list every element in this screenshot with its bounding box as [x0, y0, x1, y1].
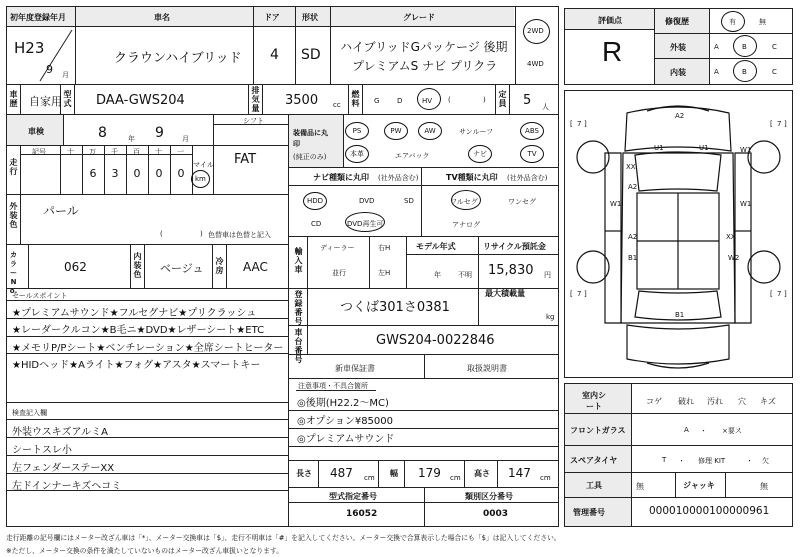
seat-burn: コゲ [646, 397, 662, 406]
mileage-h-5: 十 [155, 148, 162, 156]
equip-ps: PS [345, 122, 369, 140]
model-year-label: モデル年式 [416, 242, 456, 251]
bracket-seven: 7 [777, 120, 782, 128]
int-b: B [742, 68, 747, 76]
reg-month-unit: 月 [62, 71, 69, 79]
seat-scratch: キズ [760, 397, 776, 406]
recycle-label: リサイクル預託金 [483, 242, 546, 251]
spare-kit: 修理 KIT [698, 457, 726, 465]
reg-month: 9 [46, 63, 53, 76]
bracket-seven: 7 [577, 120, 582, 128]
mileage-label: 走行 [9, 158, 18, 176]
mileage-digit: 0 [177, 167, 185, 180]
diagram-label: XX [726, 233, 736, 241]
nav-dvd: DVD [359, 197, 375, 205]
class-number: 0003 [483, 509, 509, 519]
mileage-h-sign: 記号 [32, 148, 46, 156]
color-value: パール [43, 204, 79, 218]
diagram-label: B1 [628, 254, 638, 262]
notes-title: 注意事項・不具合箇所 [298, 382, 368, 390]
model-label: 型式 [63, 90, 72, 108]
mileage-h-6: 一 [177, 148, 184, 156]
spare-dot: ・ [678, 457, 685, 465]
height-unit: cm [540, 474, 551, 482]
color-label: 外装色 [9, 202, 18, 229]
door-label: ドア [264, 13, 280, 22]
import-parallel: 並行 [332, 269, 346, 277]
diagram-label: U1 [654, 144, 664, 152]
handle-left: 左H [378, 269, 391, 277]
nav-dvd-play: DVD再生可 [347, 220, 384, 228]
mileage-digit: 0 [155, 167, 163, 180]
mileage-digit: 6 [89, 167, 97, 180]
diagram-label: XX [626, 163, 636, 171]
grade-value: R [602, 36, 623, 67]
bracket-seven: 7 [577, 290, 582, 298]
usage-type: 自家用 [29, 95, 62, 108]
car-name-label: 車名 [154, 13, 170, 22]
note-line: ◎後期(H22.2〜MC) [297, 398, 389, 409]
model-year-unknown: 不明 [458, 271, 472, 279]
seat-hole: 穴 [738, 397, 746, 406]
equipment-label: 装備品に丸印 [293, 129, 328, 148]
inspect-line: 左ドインナーキズヘコミ [12, 481, 122, 492]
capacity-unit: 人 [542, 103, 549, 111]
max-load-unit: kg [546, 313, 555, 321]
fuel-d: D [397, 97, 403, 105]
width-unit: cm [450, 474, 461, 482]
mgmt-label: 管理番号 [573, 508, 605, 517]
equip-navi: ナビ [468, 145, 492, 163]
bracket-close: ] [784, 120, 787, 128]
chassis-label: 車台番号 [294, 328, 303, 364]
model-code: DAA-GWS204 [96, 93, 185, 108]
height-value: 147 [508, 466, 531, 480]
color-paren-open: ( [160, 230, 163, 238]
reg-date-label: 初年度登録年月 [10, 13, 66, 22]
seat-label: 室内シート [582, 391, 606, 411]
exterior-label: 外装 [670, 43, 686, 52]
import-dealer: ディーラー [320, 244, 355, 252]
spare-dot: ・ [746, 457, 753, 465]
length-label: 長さ [296, 469, 312, 478]
length-value: 487 [330, 466, 353, 480]
mile-unit: マイル [193, 161, 214, 169]
tv-fullseg: フルセグ [450, 198, 478, 206]
inspection-month: 9 [155, 125, 164, 141]
nav-cd: CD [311, 220, 322, 228]
jack-label: ジャッキ [683, 481, 715, 490]
max-load-label: 最大積載量 [485, 289, 525, 298]
nav-sub: (社外品含む) [378, 174, 419, 182]
fuel-hv: HV [422, 97, 433, 105]
sales-line: ★メモリP/Pシート★ベンチレーション★全席シートヒーター [12, 343, 284, 354]
mileage-h-4: 百 [133, 148, 140, 156]
width-label: 幅 [390, 469, 398, 478]
ext-c: C [772, 43, 777, 51]
fuel-paren-close: ) [483, 96, 486, 104]
mileage-h-2: 万 [89, 148, 96, 156]
drive-4wd: 4WD [527, 60, 544, 68]
mgmt-number: 000010000100000961 [649, 505, 770, 517]
mileage-digit: 0 [133, 167, 141, 180]
footer-note-2: ※ただし、メーター交換の条件を満たしていないものはメーター改ざん車扱いとなります。 [6, 547, 284, 555]
sales-line: ★プレミアムサウンド★フルセグナビ★プリクラッシュ [12, 308, 257, 319]
equip-aw: AW [418, 122, 442, 140]
car-name: クラウンハイブリッド [114, 51, 242, 66]
displacement: 3500 [285, 93, 319, 108]
sales-line: ★レーダークルコン★B毛ニ★DVD★レザーシート★ETC [12, 325, 265, 336]
tv-label: TV種類に丸印 [446, 173, 498, 182]
nav-label: ナビ種類に丸印 [313, 173, 369, 182]
capacity: 5 [523, 93, 532, 108]
ac-label: 冷房 [215, 257, 224, 275]
tv-oneseg: ワンセグ [508, 198, 536, 206]
shift-value: FAT [234, 152, 257, 167]
usage-type-label: 車歴 [9, 90, 18, 108]
diagram-label: W1 [610, 200, 622, 208]
spare-missing: 欠 [762, 457, 769, 465]
color-paren-close: ) [200, 230, 203, 238]
bracket-seven: 7 [777, 290, 782, 298]
front-glass-x: ×要ス [722, 427, 742, 435]
footer-note-1: 走行距離の記号欄にはメーター改ざん車は「*」、メーター交換車は「$」、走行不明車は「#」を記入してください。メーター交換で合算表示した場合にも「$」は記入してください。 [6, 534, 561, 542]
shape-label: 形状 [302, 13, 318, 22]
inspect-line: 左フェンダーステーXX [12, 463, 115, 474]
diagram-label: W2 [728, 254, 740, 262]
inspect-line: シートスレ小 [12, 445, 72, 456]
int-a: A [714, 68, 719, 76]
color-no-label: カラーNo. [9, 251, 18, 295]
model-year-unit: 年 [434, 271, 441, 279]
class-number-label: 類別区分番号 [465, 492, 513, 501]
tv-analog: アナログ [452, 221, 480, 229]
reg-number-label: 登録番号 [294, 290, 303, 326]
repair-yes: 有 [729, 18, 736, 26]
seat-dirt: 汚れ [707, 397, 723, 406]
bracket-close: ] [784, 290, 787, 298]
int-c: C [772, 68, 777, 76]
diagram-label: W1 [740, 146, 752, 154]
car-damage-diagram [565, 91, 792, 377]
diagram-label: W1 [740, 200, 752, 208]
int-color-label: 内装色 [133, 252, 142, 279]
diagram-label: A2 [675, 112, 685, 120]
ac-value: AAC [243, 260, 268, 274]
bracket-close: ] [584, 120, 587, 128]
equipment-sub: (純正のみ) [293, 153, 327, 161]
diagram-label: A2 [628, 233, 638, 241]
km-unit: km [195, 175, 206, 183]
tools-label: 工具 [586, 481, 602, 490]
length-unit: cm [364, 474, 375, 482]
sales-title: セールスポイント [12, 292, 68, 300]
inspect-title: 検査記入欄 [12, 409, 47, 417]
repair-label: 修復歴 [665, 17, 689, 26]
reg-number: つくば301さ0381 [340, 300, 450, 315]
sales-line: ★HIDヘッド★Aライト★フォグ★アスタ★スマートキー [12, 360, 261, 371]
drive-2wd: 2WD [527, 27, 544, 35]
mileage-h-1: 十 [67, 148, 74, 156]
equip-leather: 本革 [345, 145, 369, 163]
interior-label: 内装 [670, 68, 686, 77]
bracket-open: [ [570, 290, 573, 298]
fuel-label: 燃料 [351, 90, 360, 108]
equip-pw: PW [384, 122, 408, 140]
diagram-label: U1 [699, 144, 709, 152]
jack-value: 無 [760, 482, 768, 491]
grade-label: グレード [403, 13, 435, 22]
tv-sub: (社外品含む) [507, 174, 548, 182]
diagram-label: B1 [675, 311, 685, 319]
equip-tv: TV [520, 145, 544, 163]
type-number-label: 型式指定番号 [329, 492, 377, 501]
grade-line-1: ハイブリッドGパッケージ 後期 [340, 40, 508, 54]
type-number: 16052 [346, 509, 378, 519]
cc-unit: cc [333, 101, 341, 109]
note-line: ◎プレミアムサウンド [297, 434, 395, 445]
fuel-g: G [374, 97, 380, 105]
diagram-label: A2 [628, 183, 638, 191]
color-note: 色替車は色替と記入 [208, 231, 271, 239]
recycle-unit: 円 [544, 271, 551, 279]
bracket-open: [ [570, 120, 573, 128]
spare-t: T [662, 456, 667, 464]
recycle-value: 15,830 [488, 263, 534, 278]
door-count: 4 [270, 47, 279, 63]
manual-label: 取扱説明書 [467, 364, 507, 373]
int-color-value: ベージュ [160, 262, 204, 275]
width-value: 179 [418, 466, 441, 480]
grade-title: 評価点 [598, 16, 622, 25]
warranty-label: 新車保証書 [335, 364, 375, 373]
equip-sunroof: サンルーフ [459, 128, 494, 136]
ext-a: A [714, 43, 719, 51]
front-glass-label: フロントガラス [570, 426, 626, 435]
seat-tear: 破れ [678, 397, 694, 406]
inspection-year-unit: 年 [128, 135, 135, 143]
spare-label: スペアタイヤ [570, 456, 618, 465]
bracket-open: [ [770, 120, 773, 128]
bracket-open: [ [770, 290, 773, 298]
nav-hdd: HDD [303, 192, 327, 210]
grade-line-2: プレミアムS ナビ プリクラ [352, 59, 498, 73]
fuel-paren-open: ( [448, 96, 451, 104]
reg-year: H23 [14, 39, 45, 57]
equip-airbag: エアバック [395, 152, 430, 160]
inspection-year: 8 [98, 125, 107, 141]
disp-label: 排気量 [251, 86, 260, 113]
nav-sd: SD [404, 197, 414, 205]
shift-label: シフト [243, 117, 264, 125]
front-glass-a: A [684, 426, 689, 434]
ext-b: B [742, 43, 747, 51]
front-glass-dot: ・ [700, 427, 707, 435]
color-no-value: 062 [64, 260, 87, 274]
bracket-close: ] [584, 290, 587, 298]
repair-no: 無 [759, 18, 766, 26]
height-label: 高さ [474, 469, 490, 478]
tools-value: 無 [636, 482, 644, 491]
inspection-month-unit: 月 [182, 135, 189, 143]
handle-right: 右H [378, 244, 391, 252]
inspect-line: 外装ウスキズアルミA [12, 427, 108, 438]
equip-abs: ABS [520, 122, 544, 140]
note-line: ◎オプション¥85000 [297, 416, 393, 427]
mileage-h-3: 千 [111, 148, 118, 156]
mileage-digit: 3 [111, 167, 119, 180]
body-shape: SD [301, 47, 321, 63]
import-label: 輸入車 [294, 247, 303, 274]
chassis-number: GWS204-0022846 [376, 333, 495, 348]
capacity-label: 定員 [498, 90, 507, 108]
inspection-label: 車検 [28, 127, 44, 136]
